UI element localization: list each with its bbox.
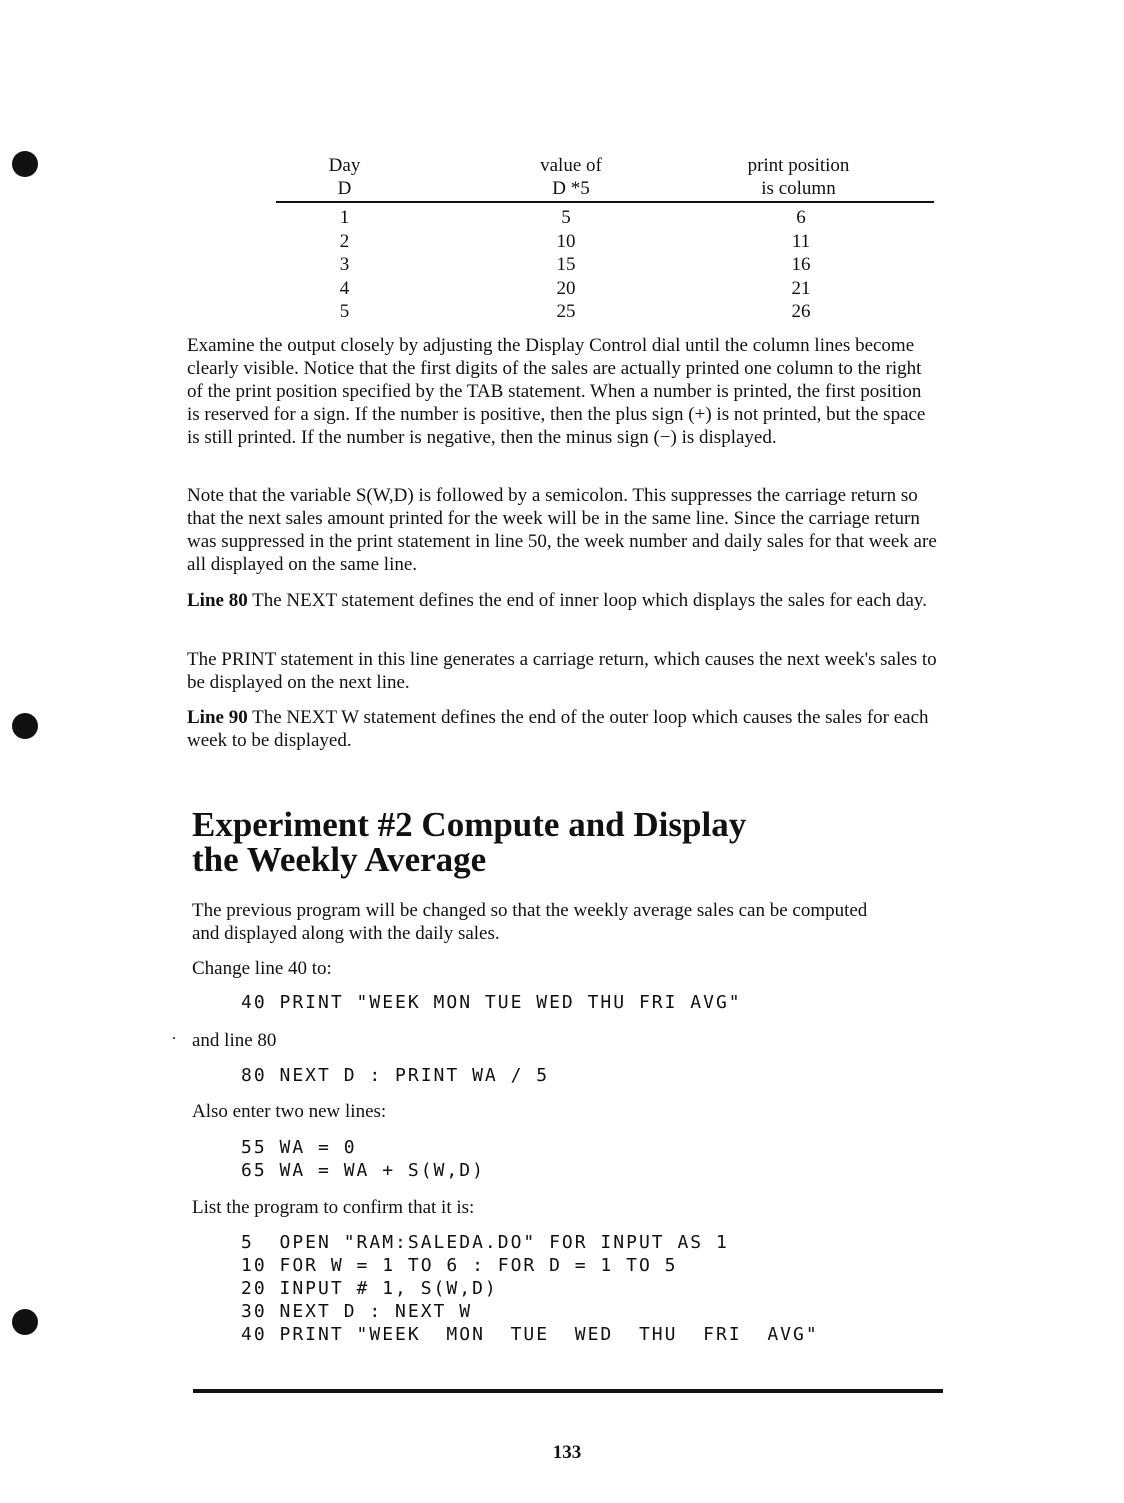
section-heading [192, 807, 746, 877]
table-row [276, 206, 934, 230]
page-number: 133 [552, 1442, 582, 1463]
cell-day: 5 [339, 301, 350, 322]
table-row [276, 230, 934, 254]
change-line-40-text: Change line 40 to: [192, 958, 332, 979]
table-body [276, 206, 934, 324]
cell-value: 10 [556, 230, 576, 252]
code-new-lines: 55 WA = 0 65 WA = WA + S(W,D) [241, 1137, 485, 1181]
cell-column: 26 [791, 301, 811, 322]
code-line-40: 40 PRINT "WEEK MON TUE WED THU FRI AVG" [241, 992, 742, 1013]
binder-hole-bottom [12, 1309, 38, 1335]
cell-column: 21 [791, 277, 811, 299]
print-position-table [276, 154, 934, 322]
cell-column: 11 [791, 230, 811, 252]
cell-day: 1 [339, 207, 350, 228]
header-print-position: print position [747, 155, 850, 176]
table-header-row-1 [276, 154, 934, 177]
table-header-row-2 [276, 177, 934, 200]
table-row [276, 277, 934, 301]
and-line-80-text: and line 80 [192, 1030, 277, 1051]
paragraph-line-80 [187, 589, 937, 612]
table-row [276, 300, 934, 324]
header-day: Day [328, 155, 361, 176]
line-80-label: Line 80 [187, 590, 248, 611]
paragraph-line-90 [187, 706, 937, 752]
line-90-label: Line 90 [187, 707, 248, 728]
code-line-80: 80 NEXT D : PRINT WA / 5 [241, 1065, 550, 1086]
header-d: D [337, 178, 352, 199]
cell-column: 6 [796, 207, 806, 228]
line-90-text: The NEXT W statement defines the end of the outer loop which causes the sales for each week to be displayed. [187, 707, 929, 751]
list-program-text: List the program to confirm that it is: [192, 1197, 475, 1218]
cell-day: 4 [339, 277, 350, 299]
table-header-rule [276, 201, 934, 203]
binder-hole-top [12, 151, 38, 177]
heading-line-2: the Weekly Average [192, 840, 487, 879]
cell-value: 20 [556, 277, 576, 299]
header-d-times-5: D *5 [552, 178, 590, 199]
table-row [276, 253, 934, 277]
header-is-column: is column [761, 178, 836, 199]
paragraph-print-statement: The PRINT statement in this line generates a carriage return, which causes the next week's sales to be displayed on the next line. [187, 649, 937, 693]
code-program-listing: 5 OPEN "RAM:SALEDA.DO" FOR INPUT AS 1 10 FOR W = 1 TO 6 : FOR D = 1 TO 5 20 INPUT # 1, S(W,D) 30 NEXT D : NEXT W 40 PRINT "WEEK MON TUE WED THU FRI AVG" [241, 1232, 819, 1345]
scan-speck [173, 1037, 175, 1039]
footer-rule [193, 1389, 943, 1393]
cell-value: 5 [561, 207, 571, 228]
new-lines-text: Also enter two new lines: [192, 1101, 387, 1122]
line-80-text: The NEXT statement defines the end of inner loop which displays the sales for each day. [252, 590, 927, 611]
paragraph-display-control: Examine the output closely by adjusting the Display Control dial until the column lines become clearly visible. Notice that the first digits of the sales are actually printed one column to the right of the print position specified by the TAB statement. When a number is printed, the first position is reserved for a sign. If the number is positive, then the plus sign (+) is not printed, but the space is still printed. If the number is negative, then the minus sign (−) is displayed. [187, 335, 926, 448]
intro-paragraph: The previous program will be changed so that the weekly average sales can be computed and displayed along with the daily sales. [192, 900, 868, 944]
cell-day: 3 [339, 254, 350, 275]
cell-value: 15 [556, 254, 576, 275]
cell-column: 16 [791, 254, 811, 275]
heading-line-1: Experiment #2 Compute and Display [192, 805, 747, 844]
cell-value: 25 [556, 301, 576, 322]
paragraph-semicolon: Note that the variable S(W,D) is followed by a semicolon. This suppresses the carriage return so that the next sales amount printed for the week will be in the same line. Since the carriage return was suppressed in the print statement in line 50, the week number and daily sales for that week are all displayed on the same line. [187, 485, 937, 575]
header-value-of: value of [540, 155, 602, 176]
binder-hole-middle [12, 713, 38, 739]
cell-day: 2 [339, 230, 350, 252]
